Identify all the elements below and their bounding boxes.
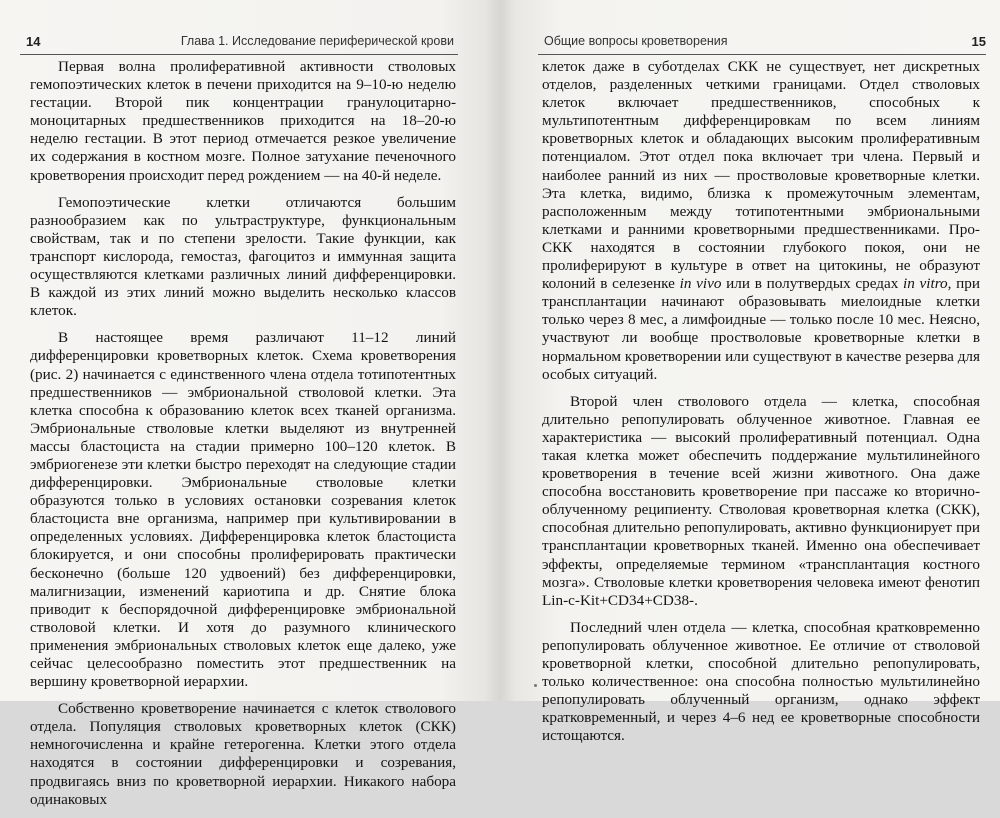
running-head: Глава 1. Исследование периферической крови <box>180 34 454 48</box>
left-page <box>0 0 500 808</box>
latin-term: in vivo <box>679 275 722 293</box>
paragraph: Второй член стволового отдела — клетка, способная длительно репопулировать облученное животное. Главная ее характеристика — высокий пролиферативный потенциал. Одна такая клетка может обеспечить поддержание мультилинейного кроветворения в течение всей жизни животного. Она даже способна восстановить кроветворение при пассаже ко вторично-облученному реципиенту. Стволовая кроветворная клетка (СКК), способная длительно репопулировать, активно функционирует при трансплантации кроветворных тканей. Именно она обеспечивает эффекты, определяемые термином «трансплантация костного мозга». Стволовые клетки кроветворения человека имеют фенотип Lin-c-Kit+CD34+CD38-. <box>542 392 980 609</box>
page-number: 15 <box>971 34 986 49</box>
running-head: Общие вопросы кроветворения <box>544 34 728 48</box>
right-page <box>500 0 1000 745</box>
paragraph: Последний член отдела — клетка, способная кратковременно репопулировать облученное животное. Ее отличие от стволовой кроветворной клетки, способной длительно репопулировать, только количественное: она способна полностью мультилинейно репопулировать облученный организм, однако эффект кратковременный, и через 4–6 нед ее кроветворные способности истощаются. <box>542 618 980 745</box>
right-page-body <box>542 58 980 754</box>
paragraph: Собственно кроветворение начинается с клеток стволового отдела. Популяция стволовых кроветворных клеток (СКК) немногочисленна и крайне гетерогенна. Клетки этого отдела находятся в состоянии дифференцировки и созревания, продвигаясь вниз по кроветворной иерархии. Никакого набора одинаковых <box>30 700 456 808</box>
paragraph: В настоящее время различают 11–12 линий дифференцировки кроветворных клеток. Схема кроветворения (рис. 2) начинается с единственного члена отдела тотипотентных предшественников — эмбриональной стволовой клетки. Эта клетка способна к образованию клеток всех тканей организма. Эмбриональные стволовые клетки выделяют из внутренней массы бластоциста на стадии примерно 100–120 клеток. В эмбриогенезе эти клетки быстро переходят на следующие стадии дифференцировки. Эмбриональные стволовые клетки образуются только в условиях остановки созревания клеток бластоциста вне организма, например при культивировании в определенных условиях. Дифференцировка клеток бластоциста блокируется, и они способны пролиферировать практически бесконечно (больше 120 удвоений) без дифференцировки, малигнизации, изменений кариотипа и др. Снятие блока приводит к беспорядочной дифференцировке эмбриональной стволовой клетки. И хотя до разумного клинического применения эмбриональных стволовых клеток еще далеко, уже сейчас целесообразно поместить этот предшественник на вершину кроветворной иерархии. <box>30 329 456 691</box>
paragraph: Гемопоэтические клетки отличаются большим разнообразием как по ультраструктуре, функциональным свойствам, так и по степени зрелости. Такие функции, как транспорт кислорода, гемостаз, фагоцитоз и иммунная защита осуществляются клетками различных линий дифференцировки. В каждой из этих линий можно выделить несколько классов клеток. <box>30 193 456 320</box>
latin-term: in vitro <box>903 275 948 293</box>
paragraph: Первая волна пролиферативной активности стволовых гемопоэтических клеток в печени приходится на 9–10-ю неделю гестации. Второй пик концентрации гранулоцитарно-моноцитарных предшественников приходится на 18–20-ю неделю гестации. В этот период отмечается резкое увеличение их содержания в костном мозге. Полное затухание печеночного кроветворения происходит перед рождением — на 40-й неделе. <box>30 58 456 184</box>
paragraph-text: или в полутвердых средах <box>721 275 904 293</box>
paragraph <box>542 58 980 384</box>
left-page-header <box>20 34 458 55</box>
left-page-body <box>30 58 456 818</box>
right-page-header <box>538 34 986 55</box>
print-speck <box>534 684 537 687</box>
paragraph-text: клеток даже в суботделах СКК не существует, нет дискретных отделов, разделенных четкими границами. Отдел стволовых клеток включает предшественников, способных к мультипотентным дифференцировкам по всем линиям кроветворных клеток и обладающих высоким пролиферативным потенциалом. Этот отдел пока включает три члена. Первый и наиболее ранний из них — простволовые кроветворные клетки. Эта клетка, видимо, близка к промежуточным элементам, расположенным между тотипотентными эмбриональными клетками и ранними кроветворными предшественниками. Про-СКК находятся в состоянии глубокого покоя, они не пролиферируют в культуре в ответ на цитокины, не образуют колоний в селезенке <box>542 58 980 293</box>
page-number: 14 <box>26 34 41 49</box>
paragraph-text: , при трансплантации начинают образовывать миелоидные клетки только через 8 мес, а лимфоидные — только после 10 мес. Неясно, участвуют ли вообще простволовые кроветворные клетки в нормальном кроветворении или существуют в качестве резерва для особых ситуаций. <box>542 275 981 383</box>
